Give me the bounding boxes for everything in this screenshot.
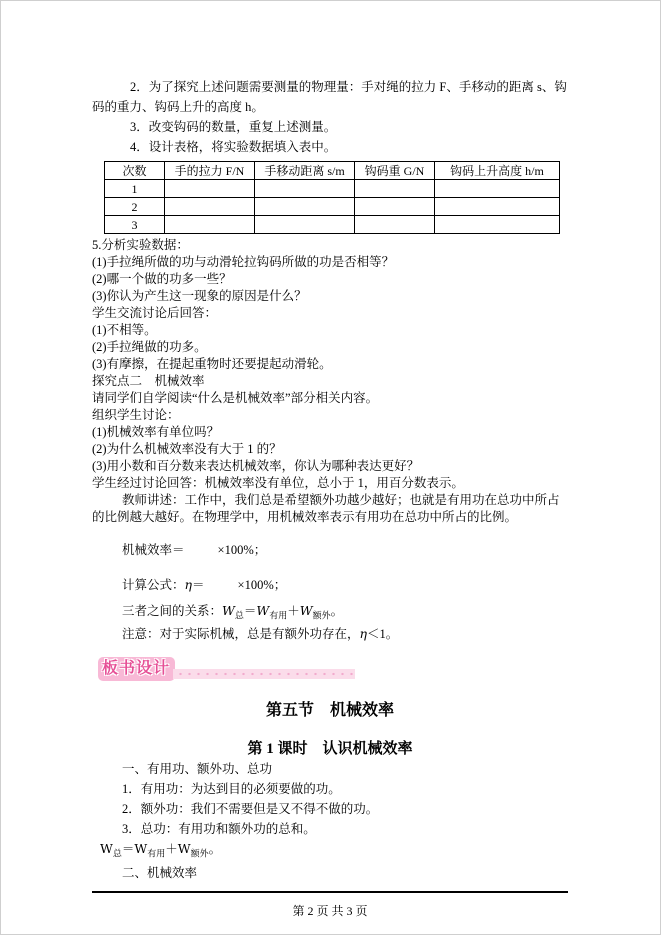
step-4: 4．设计表格，将实验数据填入表中。 (130, 140, 337, 154)
eta-symbol: η (184, 577, 193, 592)
trial-number: 3 (105, 216, 165, 234)
table-row (105, 198, 560, 216)
lesson-heading: 第 1 课时 认识机械效率 (247, 740, 413, 757)
board-design-banner-label: 板书设计 (98, 657, 175, 681)
note-line: 注意：对于实际机械，总是有额外功存在，η＜1。 (122, 625, 399, 641)
analysis-question-3: (3)你认为产生这一现象的原因是什么？ (92, 289, 307, 303)
analysis-title: 5.分析实验数据： (92, 238, 189, 252)
section-heading: 第五节 机械效率 (265, 701, 394, 719)
board-line-1: 一、有用功、额外功、总功 (122, 761, 273, 776)
trial-number: 2 (105, 198, 165, 216)
empty-cell (435, 198, 560, 216)
analysis-question-1: (1)手拉绳所做的功与动滑轮拉钩码所做的功是否相等？ (92, 255, 395, 269)
empty-cell (435, 180, 560, 198)
calc-formula: 计算公式：η＝ ×100%； (122, 577, 287, 592)
analysis-answer-2: (2)手拉绳做的功多。 (92, 340, 207, 354)
inquiry-title: 探究点二 机械效率 (92, 374, 205, 388)
step-2: 2．为了探究上述问题需要测量的物理量：手对绳的拉力 F、手移动的距离 s、钩码的重力、钩码上升的高度 h。 (92, 80, 567, 114)
empty-cell (355, 180, 435, 198)
inquiry-question-1: (1)机械效率有单位吗？ (92, 425, 220, 439)
footer-divider (92, 891, 568, 893)
analysis-prompt: 学生交流讨论后回答： (92, 306, 218, 320)
col-header-trial: 次数 (105, 162, 165, 180)
empty-cell (165, 198, 255, 216)
col-header-force: 手的拉力 F/N (165, 162, 255, 180)
empty-cell (255, 216, 355, 234)
analysis-question-2: (2)哪一个做的功多一些？ (92, 272, 232, 286)
banner-dotted-strip (173, 669, 355, 679)
col-header-distance: 手移动距离 s/m (255, 162, 355, 180)
empty-cell (165, 216, 255, 234)
table-row (105, 216, 560, 234)
board-design-section (92, 701, 568, 884)
board-line-5: 二、机械效率 (122, 866, 198, 880)
step-3: 3．改变钩码的数量，重复上述测量。 (130, 120, 337, 134)
inquiry-read-prompt: 请同学们自学阅读“什么是机械效率”部分相关内容。 (92, 391, 379, 405)
analysis-answer-1: (1)不相等。 (92, 323, 157, 337)
empty-cell (255, 180, 355, 198)
board-line-4: 3．总功：有用功和额外功的总和。 (122, 821, 316, 836)
board-design-banner (98, 656, 568, 681)
empty-cell (435, 216, 560, 234)
analysis-answer-3: (3)有摩擦，在提起重物时还要提起动滑轮。 (92, 357, 332, 371)
inquiry-organize: 组织学生讨论： (92, 408, 180, 422)
board-line-2: 1．有用功：为达到目的必须要做的功。 (122, 781, 341, 796)
inquiry-question-3: (3)用小数和百分数来表达机械效率，你认为哪种表达更好？ (92, 459, 420, 473)
table-header-row (105, 162, 560, 180)
col-header-height: 钩码上升高度 h/m (435, 162, 560, 180)
table-row (105, 180, 560, 198)
empty-cell (355, 198, 435, 216)
empty-cell (255, 198, 355, 216)
page-content (1, 1, 660, 920)
empty-cell (355, 216, 435, 234)
board-work-relation: $W_总=W_{有用}+W_{额外}$。 (100, 840, 222, 858)
work-relation-formula: 三者之间的关系：$W_总=W_{有用}+W_{额外}$。 (122, 603, 344, 621)
teacher-lecture: 教师讲述：工作中，我们总是希望额外功越少越好；也就是有用功在总功中所占的比例越大越好。在物理学中，用机械效率表示有用功在总功中所占的比例。 (92, 493, 560, 524)
col-header-weight: 钩码重 G/N (355, 162, 435, 180)
inquiry-question-2: (2)为什么机械效率没有大于 1 的？ (92, 442, 282, 456)
trial-number: 1 (105, 180, 165, 198)
page-number: 第 2 页 共 3 页 (292, 904, 368, 918)
efficiency-formula: 机械效率＝ ×100%； (122, 543, 267, 557)
inquiry-student-answer: 学生经过讨论回答：机械效率没有单位，总小于 1，用百分数表示。 (92, 476, 464, 490)
eta-symbol: η (359, 625, 368, 641)
experiment-data-table (104, 161, 560, 234)
empty-cell (165, 180, 255, 198)
board-line-3: 2．额外功：我们不需要但是又不得不做的功。 (122, 801, 379, 816)
